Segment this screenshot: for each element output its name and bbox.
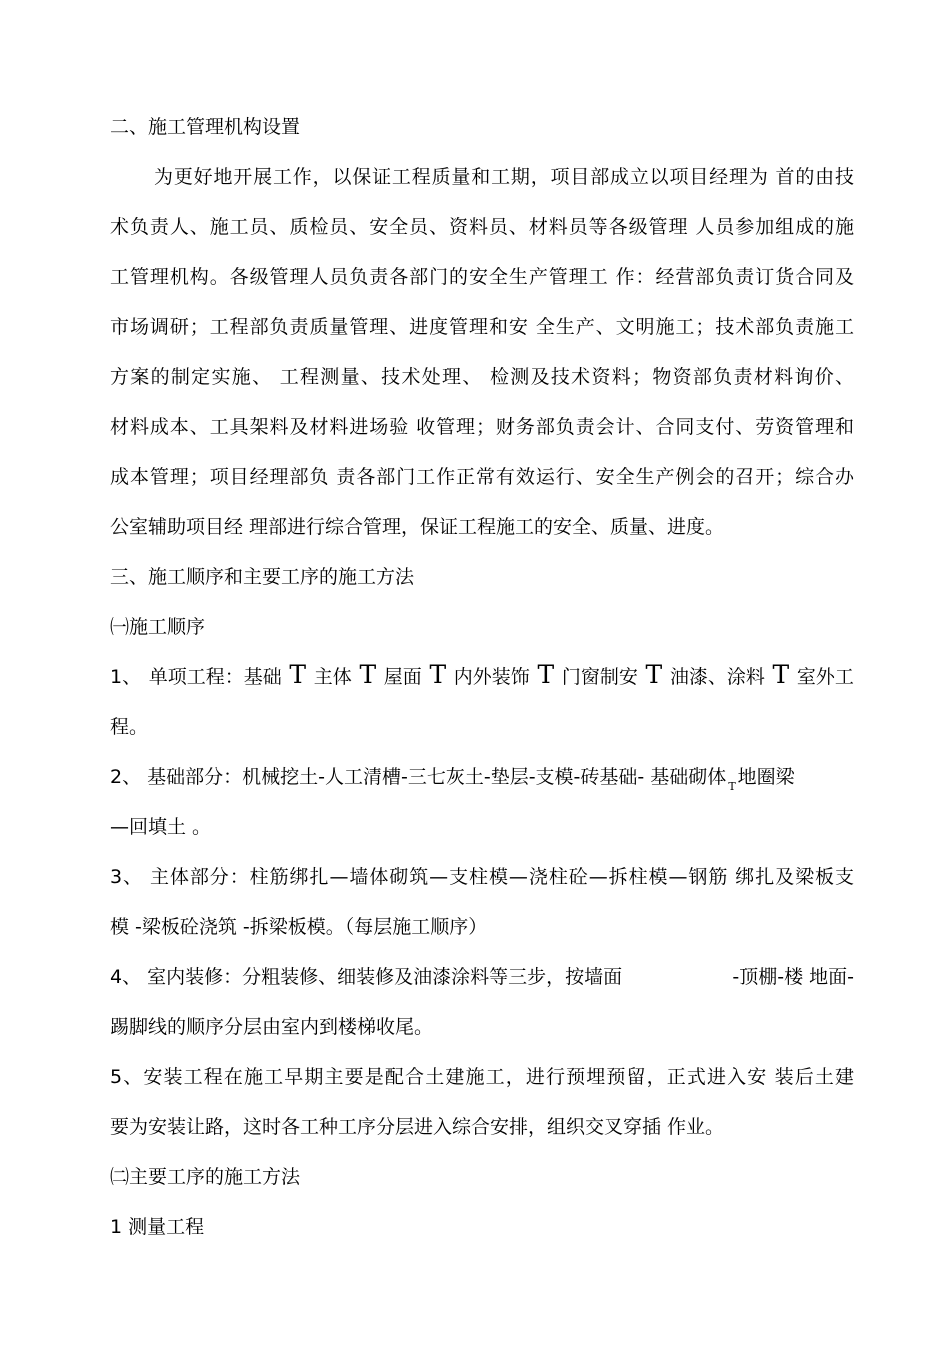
arrow-symbol: T <box>429 660 447 689</box>
sequence-step: 油漆、涂料 <box>669 666 765 688</box>
item-text: -顶棚-楼 地面- <box>732 966 854 988</box>
paragraph-line: 工管理机构。各级管理人员负责各部门的安全生产管理工 作：经营部负责订货合同及 <box>110 266 854 288</box>
sequence-item-1 <box>110 662 854 690</box>
paragraph-line: 市场调研；工程部负责质量管理、进度管理和安 全生产、文明施工；技术部负责施工 <box>110 316 854 338</box>
paragraph-line: —回填土 。 <box>110 816 212 838</box>
section-heading: 三、施工顺序和主要工序的施工方法 <box>110 566 415 588</box>
item-text: 4、 室内装修：分粗装修、细装修及油漆涂料等三步，按墙面 <box>110 966 623 988</box>
paragraph-line: 为更好地开展工作，以保证工程质量和工期，项目部成立以项目经理为 首的由技 <box>154 166 854 188</box>
item-label: 单项工程：基础 <box>148 666 282 688</box>
paragraph-line: 模 -梁板砼浇筑 -拆梁板模。（每层施工顺序） <box>110 916 488 938</box>
sequence-step: 门窗制安 <box>561 666 638 688</box>
arrow-symbol: T <box>289 660 307 689</box>
paragraph-line: 公室辅助项目经 理部进行综合管理，保证工程施工的安全、质量、进度。 <box>110 516 725 538</box>
sequence-step: 主体 <box>313 666 352 688</box>
subsection-item: 1 测量工程 <box>110 1216 205 1238</box>
arrow-symbol: T <box>772 660 790 689</box>
paragraph-line: 术负责人、施工员、质检员、安全员、资料员、材料员等各级管理 人员参加组成的施 <box>110 216 854 238</box>
sequence-step: 内外装饰 <box>453 666 530 688</box>
sequence-item-5: 5、安装工程在施工早期主要是配合土建施工，进行预埋预留，正式进入安 装后土建 <box>110 1066 854 1088</box>
paragraph-line: 程。 <box>110 716 149 738</box>
item-text: 2、 基础部分：机械挖土-人工清槽-三七灰土-垫层-支模-砖基础- 基础砌体 <box>110 766 727 788</box>
item-number: 1、 <box>110 666 142 688</box>
paragraph-line: 材料成本、工具架料及材料进场验 收管理；财务部负责会计、合同支付、劳资管理和 <box>110 416 854 438</box>
subsection-heading: ㈡主要工序的施工方法 <box>110 1166 301 1188</box>
sequence-step: 屋面 <box>383 666 422 688</box>
paragraph-line: 踢脚线的顺序分层由室内到楼梯收尾。 <box>110 1016 434 1038</box>
paragraph-line: 方案的制定实施、 工程测量、技术处理、 检测及技术资料；物资部负责材料询价、 <box>110 366 854 388</box>
section-heading: 二、施工管理机构设置 <box>110 116 301 138</box>
arrow-symbol: T <box>359 660 377 689</box>
paragraph-line: 成本管理；项目经理部负 责各部门工作正常有效运行、安全生产例会的召开；综合办 <box>110 466 854 488</box>
sequence-step: 室外工 <box>796 666 854 688</box>
paragraph-line: 要为安装让路，这时各工种工序分层进入综合安排，组织交叉穿插 作业。 <box>110 1116 725 1138</box>
sequence-item-2 <box>110 764 795 793</box>
item-text: 地圈梁 <box>737 766 795 788</box>
subsection-heading: ㈠施工顺序 <box>110 616 206 638</box>
sequence-item-3: 3、 主体部分：柱筋绑扎—墙体砌筑—支柱模—浇柱砼—拆柱模—钢筋 绑扎及梁板支 <box>110 866 854 888</box>
arrow-symbol: T <box>645 660 663 689</box>
sequence-item-4 <box>110 964 854 990</box>
arrow-symbol: T <box>728 780 736 793</box>
arrow-symbol: T <box>537 660 555 689</box>
